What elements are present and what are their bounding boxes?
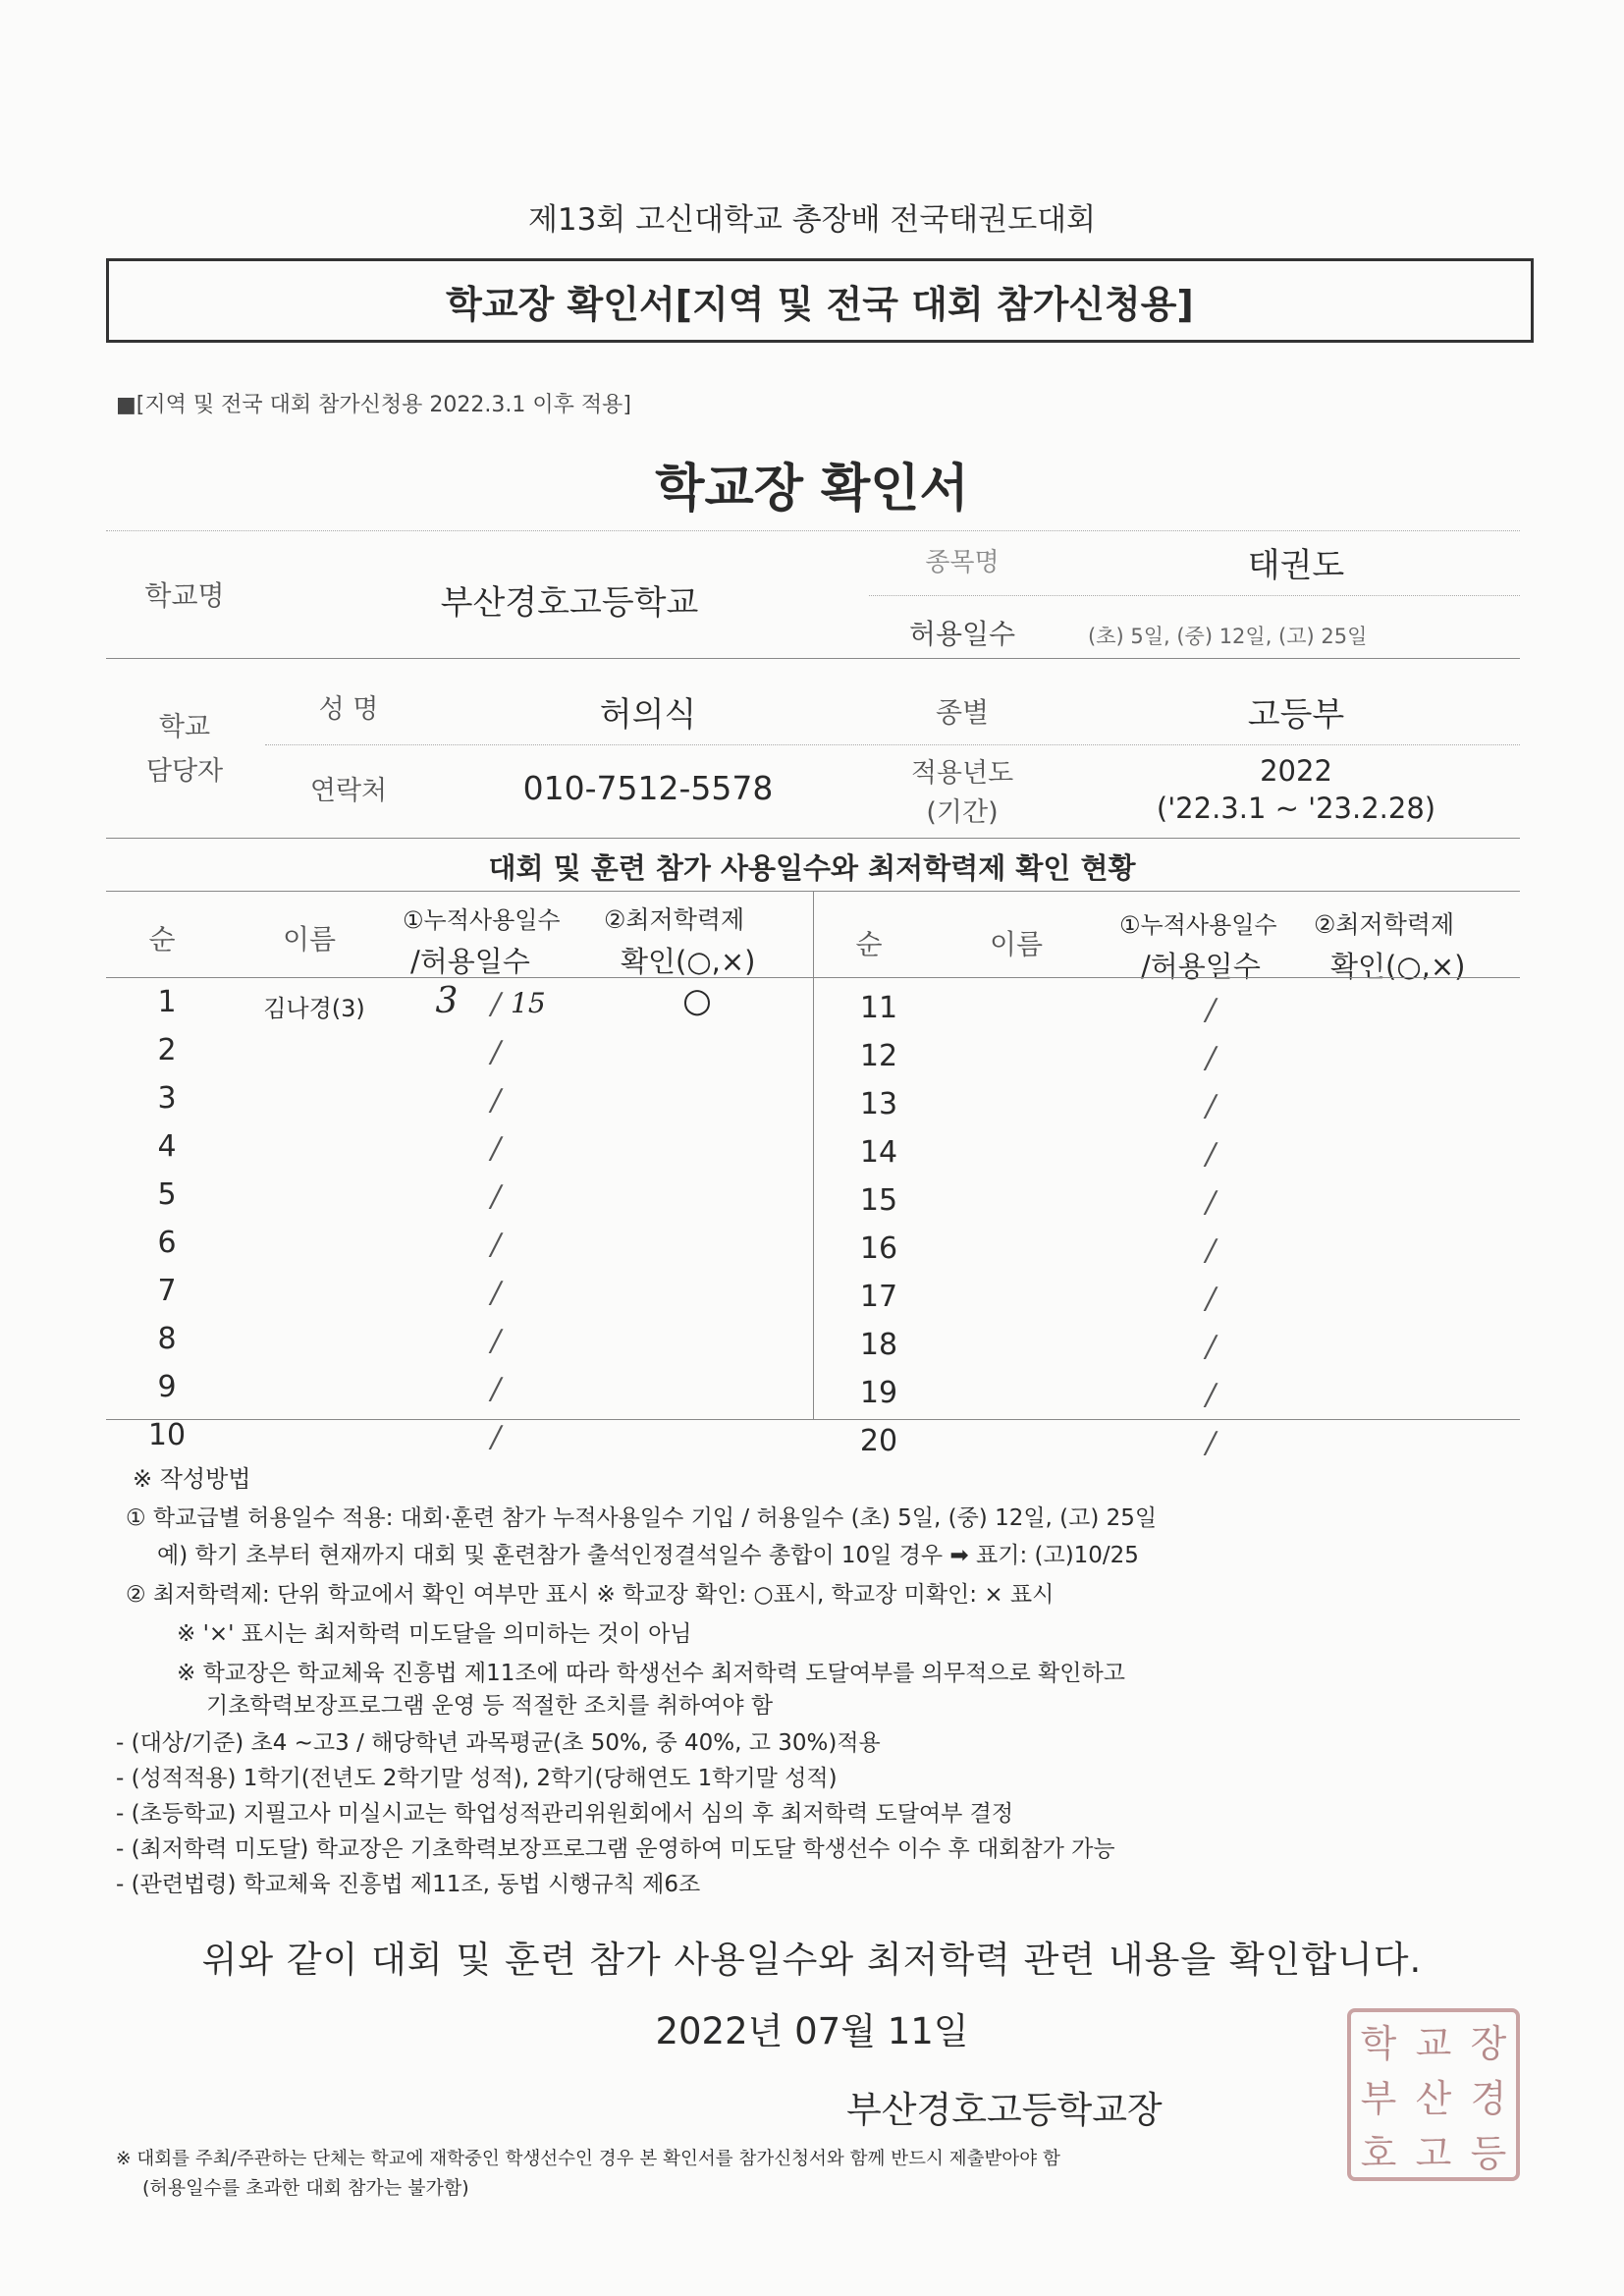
info-divider	[106, 658, 1520, 659]
col-acad-header: ②최저학력제	[604, 905, 745, 934]
category-value: 고등부	[1247, 695, 1345, 735]
days-separator: /	[491, 1420, 502, 1454]
form-title: 학교장 확인서[지역 및 전국 대회 참가신청용]	[446, 282, 1194, 326]
col-acad-header: ②최저학력제	[1314, 910, 1455, 939]
col-days-header-2: /허용일수	[1141, 950, 1261, 983]
seal-char: 호	[1360, 2131, 1397, 2175]
instruction-item: ※ '×' 표시는 최저학력 미도달을 의미하는 것이 아님	[177, 1621, 692, 1647]
school-label: 학교명	[144, 579, 225, 612]
table-bottom-border	[106, 1419, 1520, 1420]
days-separator: /	[491, 1324, 502, 1358]
footer-note-2: (허용일수를 초과한 대회 참가는 불가함)	[142, 2177, 469, 2199]
seal-char: 경	[1470, 2076, 1507, 2120]
days-separator: /	[1206, 1233, 1217, 1268]
main-title: 학교장 확인서	[655, 460, 969, 519]
year-label: (기간)	[926, 797, 999, 828]
contact-label: 연락처	[309, 776, 388, 806]
allowed-value: (초) 5일, (중) 12일, (고) 25일	[1088, 625, 1368, 648]
days-separator: /	[491, 987, 502, 1021]
allowed-label: 허용일수	[908, 618, 1016, 650]
row-number: 16	[859, 1231, 898, 1266]
form-title-box	[106, 258, 1534, 343]
col-days-header: ①누적사용일수	[1119, 911, 1277, 939]
used-days: 3	[435, 981, 459, 1021]
row-number: 11	[859, 991, 898, 1025]
school-seal	[1347, 2008, 1520, 2181]
instruction-item: - (성적적용) 1학기(전년도 2학기말 성적), 2학기(당해연도 1학기말 성적)	[116, 1766, 838, 1791]
row-number: 17	[859, 1280, 898, 1314]
row-number: 3	[157, 1081, 177, 1116]
row-number: 8	[157, 1322, 177, 1356]
year-value: 2022	[1260, 754, 1332, 788]
sport-value: 태권도	[1247, 546, 1345, 585]
seal-char: 고	[1415, 2131, 1452, 2175]
days-separator: /	[491, 1179, 502, 1214]
days-separator: /	[1206, 1185, 1217, 1220]
instruction-item: 기초학력보장프로그램 운영 등 적절한 조치를 취하여야 함	[206, 1693, 774, 1719]
school-value: 부산경호고등학교	[440, 583, 699, 623]
col-name-header: 이름	[989, 928, 1044, 960]
instruction-item: - (최저학력 미도달) 학교장은 기초학력보장프로그램 운영하여 미도달 학생선수 이수 후 대회참가 가능	[116, 1836, 1115, 1862]
days-separator: /	[1206, 1426, 1217, 1460]
instruction-item: 예) 학기 초부터 현재까지 대회 및 훈련참가 출석인정결석일수 총합이 10일 경우 ➡ 표기: (고)10/25	[157, 1543, 1139, 1568]
row-number: 7	[157, 1274, 177, 1308]
contact-value: 010-7512-5578	[522, 769, 774, 807]
row-number: 14	[859, 1135, 898, 1170]
instruction-item: - (대상/기준) 초4 ~고3 / 해당학년 과목평균(초 50%, 중 40%, 고 30%)적용	[116, 1730, 881, 1756]
instruction-item: ② 최저학력제: 단위 학교에서 확인 여부만 표시 ※ 학교장 확인: ○표시, 학교장 미확인: × 표시	[126, 1582, 1055, 1608]
days-separator: /	[1206, 1041, 1217, 1075]
col-days-header: ①누적사용일수	[403, 906, 561, 934]
name-value: 허의식	[599, 695, 697, 735]
days-separator: /	[491, 1035, 502, 1069]
academic-check: ○	[682, 981, 712, 1020]
manager-label: 학교	[158, 712, 211, 742]
instruction-item: - (관련법령) 학교체육 진흥법 제11조, 동법 시행규칙 제6조	[116, 1872, 701, 1897]
days-separator: /	[491, 1131, 502, 1166]
row-number: 20	[859, 1424, 898, 1458]
days-separator: /	[1206, 1282, 1217, 1316]
event-title: 제13회 고신대학교 총장배 전국태권도대회	[527, 202, 1097, 238]
sport-label: 종목명	[925, 548, 1000, 577]
year-period: ('22.3.1 ~ '23.2.28)	[1156, 792, 1436, 825]
days-separator: /	[1206, 1330, 1217, 1364]
instruction-item: - (초등학교) 지필고사 미실시교는 학업성적관리위원회에서 심의 후 최저학력 도달여부 결정	[116, 1801, 1014, 1827]
days-separator: /	[491, 1276, 502, 1310]
days-separator: /	[491, 1083, 502, 1118]
signer-name: 부산경호고등학교장	[846, 2089, 1163, 2131]
row-number: 12	[859, 1039, 898, 1073]
instruction-item: ※ 학교장은 학교체육 진흥법 제11조에 따라 학생선수 최저학력 도달여부를 의무적으로 확인하고	[177, 1661, 1125, 1686]
days-separator: /	[1206, 993, 1217, 1027]
row-number: 5	[157, 1177, 177, 1212]
col-no-header: 순	[855, 928, 883, 960]
days-separator: /	[1206, 1378, 1217, 1412]
seal-char: 산	[1415, 2076, 1452, 2120]
info-divider	[265, 744, 1520, 745]
footer-note: ※ 대회를 주최/주관하는 단체는 학교에 재학중인 학생선수인 경우 본 확인서를 참가신청서와 함께 반드시 제출받아야 함	[116, 2149, 1060, 2169]
seal-char: 교	[1415, 2021, 1452, 2065]
row-number: 1	[157, 985, 177, 1019]
allowed-days: 15	[511, 987, 546, 1019]
days-separator: /	[1206, 1089, 1217, 1123]
manager-label: 담당자	[145, 756, 224, 787]
year-label: 적용년도	[910, 758, 1014, 789]
row-number: 6	[157, 1226, 177, 1260]
row-number: 10	[147, 1418, 187, 1452]
instruction-item: ① 학교급별 허용일수 적용: 대회·훈련 참가 누적사용일수 기입 / 허용일수 (초) 5일, (중) 12일, (고) 25일	[126, 1505, 1158, 1531]
confirmation-text: 위와 같이 대회 및 훈련 참가 사용일수와 최저학력 관련 내용을 확인합니다.	[201, 1939, 1423, 1981]
row-number: 2	[157, 1033, 177, 1067]
seal-char: 등	[1470, 2131, 1507, 2175]
seal-char: 학	[1360, 2021, 1397, 2065]
seal-char: 부	[1360, 2076, 1397, 2120]
row-number: 9	[157, 1370, 177, 1404]
row-number: 4	[157, 1129, 177, 1164]
col-no-header: 순	[148, 923, 176, 956]
col-days-header-2: /허용일수	[410, 945, 530, 978]
name-label: 성 명	[318, 694, 379, 725]
applicability-note: ■[지역 및 전국 대회 참가신청용 2022.3.1 이후 적용]	[116, 393, 631, 417]
info-divider	[106, 838, 1520, 839]
days-separator: /	[491, 1228, 502, 1262]
info-divider	[106, 530, 1520, 531]
col-name-header: 이름	[282, 923, 337, 956]
days-separator: /	[1206, 1137, 1217, 1172]
instructions-heading: ※ 작성방법	[133, 1465, 251, 1493]
row-number: 13	[859, 1087, 898, 1121]
category-label: 종별	[935, 696, 990, 729]
col-acad-header-2: 확인(○,×)	[621, 945, 756, 978]
student-name: 김나경(3)	[263, 995, 365, 1022]
table-center-divider	[813, 891, 814, 1419]
section-title: 대회 및 훈련 참가 사용일수와 최저학력제 확인 현황	[488, 851, 1136, 885]
days-separator: /	[491, 1372, 502, 1406]
signature-date: 2022년 07월 11일	[655, 2010, 969, 2052]
seal-char: 장	[1470, 2021, 1507, 2065]
info-divider	[869, 595, 1520, 596]
row-number: 15	[859, 1183, 898, 1218]
col-acad-header-2: 확인(○,×)	[1330, 950, 1466, 983]
row-number: 19	[859, 1376, 898, 1410]
row-number: 18	[859, 1328, 898, 1362]
